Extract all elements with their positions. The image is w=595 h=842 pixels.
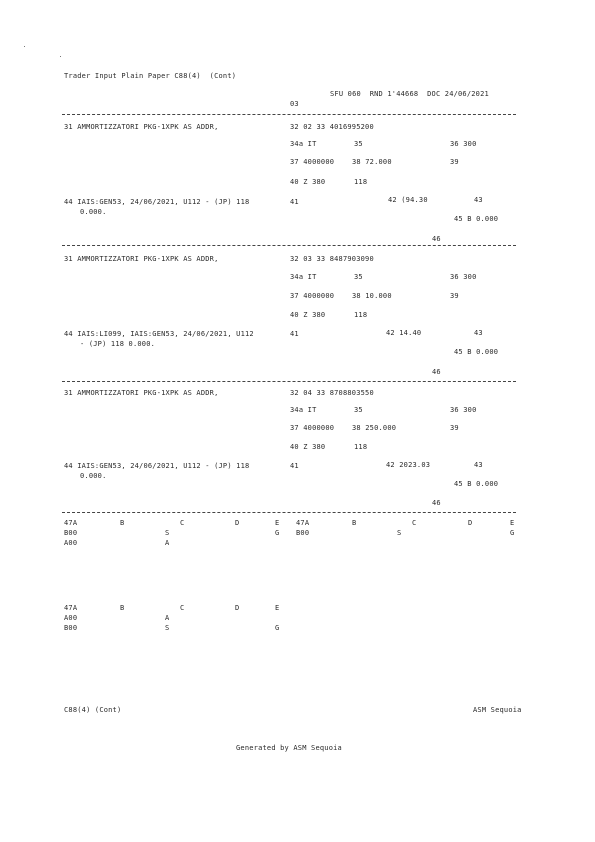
scan-speck [24, 46, 25, 47]
generated-by-note: Generated by ASM Sequoia [236, 744, 342, 752]
grid-header-47a: 47A [296, 519, 310, 527]
grid-cell: S [165, 529, 170, 537]
field-44-continuation: - (JP) 118 0.000. [80, 340, 156, 348]
grid-header-e: E [275, 604, 280, 612]
grid-cell: G [510, 529, 515, 537]
document-title: Trader Input Plain Paper C88(4) (Cont) [64, 72, 237, 80]
field-44-additional-info: 44 IAIS:GEN53, 24/06/2021, U112 - (JP) 118 [64, 462, 250, 470]
grid-cell: B00 [64, 624, 78, 632]
field-32-commodity-code: 32 03 33 8487903090 [290, 255, 374, 263]
field-36: 36 300 [450, 406, 477, 414]
field-38-net-mass: 38 10.000 [352, 292, 392, 300]
footer-form-id: C88(4) (Cont) [64, 706, 122, 714]
field-44-additional-info: 44 IAIS:GEN53, 24/06/2021, U112 - (JP) 118 [64, 198, 250, 206]
field-34a-origin: 34a IT [290, 273, 317, 281]
field-42-item-price: 42 2023.03 [386, 461, 431, 469]
field-37-procedure: 37 4000000 [290, 292, 335, 300]
field-35: 35 [354, 406, 363, 414]
field-40-previous-document: 40 Z 380 [290, 443, 326, 451]
grid-cell: A00 [64, 614, 78, 622]
field-44-additional-info: 44 IAIS:LI099, IAIS:GEN53, 24/06/2021, U112 [64, 330, 254, 338]
field-34a-origin: 34a IT [290, 140, 317, 148]
field-32-commodity-code: 32 04 33 8708803550 [290, 389, 374, 397]
field-36: 36 300 [450, 140, 477, 148]
field-41: 41 [290, 198, 299, 206]
field-35: 35 [354, 273, 363, 281]
field-41: 41 [290, 330, 299, 338]
separator-rule [62, 114, 516, 115]
grid-header-b: B [120, 604, 125, 612]
field-38-net-mass: 38 72.000 [352, 158, 392, 166]
field-43: 43 [474, 329, 483, 337]
field-43: 43 [474, 461, 483, 469]
grid-cell: B00 [64, 529, 78, 537]
grid-header-c: C [180, 519, 185, 527]
field-36: 36 300 [450, 273, 477, 281]
field-43: 43 [474, 196, 483, 204]
footer-vendor: ASM Sequoia [473, 706, 522, 714]
field-39: 39 [450, 158, 459, 166]
field-40-previous-document: 40 Z 380 [290, 311, 326, 319]
field-31-description: 31 AMMORTIZZATORI PKG-1XPK AS ADDR, [64, 123, 219, 131]
grid-header-d: D [235, 519, 240, 527]
separator-rule [62, 381, 516, 382]
field-37-procedure: 37 4000000 [290, 158, 335, 166]
grid-header-47a: 47A [64, 519, 78, 527]
field-46: 46 [432, 235, 441, 243]
page-indicator: 03 [290, 100, 299, 108]
field-42-item-price: 42 14.40 [386, 329, 422, 337]
grid-cell: B00 [296, 529, 310, 537]
scan-speck [60, 56, 61, 57]
field-46: 46 [432, 499, 441, 507]
grid-cell: G [275, 529, 280, 537]
grid-cell: A [165, 614, 170, 622]
grid-header-d: D [235, 604, 240, 612]
grid-header-47a: 47A [64, 604, 78, 612]
field-38-net-mass: 38 250.000 [352, 424, 397, 432]
field-37-procedure: 37 4000000 [290, 424, 335, 432]
grid-header-e: E [510, 519, 515, 527]
field-39: 39 [450, 292, 459, 300]
field-32-commodity-code: 32 02 33 4016995200 [290, 123, 374, 131]
field-40-value: 118 [354, 178, 368, 186]
field-34a-origin: 34a IT [290, 406, 317, 414]
field-35: 35 [354, 140, 363, 148]
document-reference: SFU 060 RND 1'44668 DOC 24/06/2021 [330, 90, 489, 98]
grid-header-d: D [468, 519, 473, 527]
grid-header-c: C [180, 604, 185, 612]
field-45-adjustment: 45 B 0.000 [454, 480, 499, 488]
field-31-description: 31 AMMORTIZZATORI PKG-1XPK AS ADDR, [64, 255, 219, 263]
field-44-continuation: 0.000. [80, 472, 107, 480]
grid-cell: A00 [64, 539, 78, 547]
field-40-value: 118 [354, 311, 368, 319]
grid-header-b: B [120, 519, 125, 527]
grid-cell: A [165, 539, 170, 547]
field-45-adjustment: 45 B 0.000 [454, 348, 499, 356]
field-42-item-price: 42 (94.30 [388, 196, 428, 204]
grid-header-b: B [352, 519, 357, 527]
field-31-description: 31 AMMORTIZZATORI PKG-1XPK AS ADDR, [64, 389, 219, 397]
grid-header-e: E [275, 519, 280, 527]
field-40-previous-document: 40 Z 380 [290, 178, 326, 186]
field-44-continuation: 0.000. [80, 208, 107, 216]
separator-rule [62, 512, 516, 513]
field-45-adjustment: 45 B 0.000 [454, 215, 499, 223]
field-39: 39 [450, 424, 459, 432]
field-41: 41 [290, 462, 299, 470]
grid-header-c: C [412, 519, 417, 527]
field-40-value: 118 [354, 443, 368, 451]
grid-cell: S [397, 529, 402, 537]
field-46: 46 [432, 368, 441, 376]
grid-cell: G [275, 624, 280, 632]
grid-cell: S [165, 624, 170, 632]
separator-rule [62, 245, 516, 246]
